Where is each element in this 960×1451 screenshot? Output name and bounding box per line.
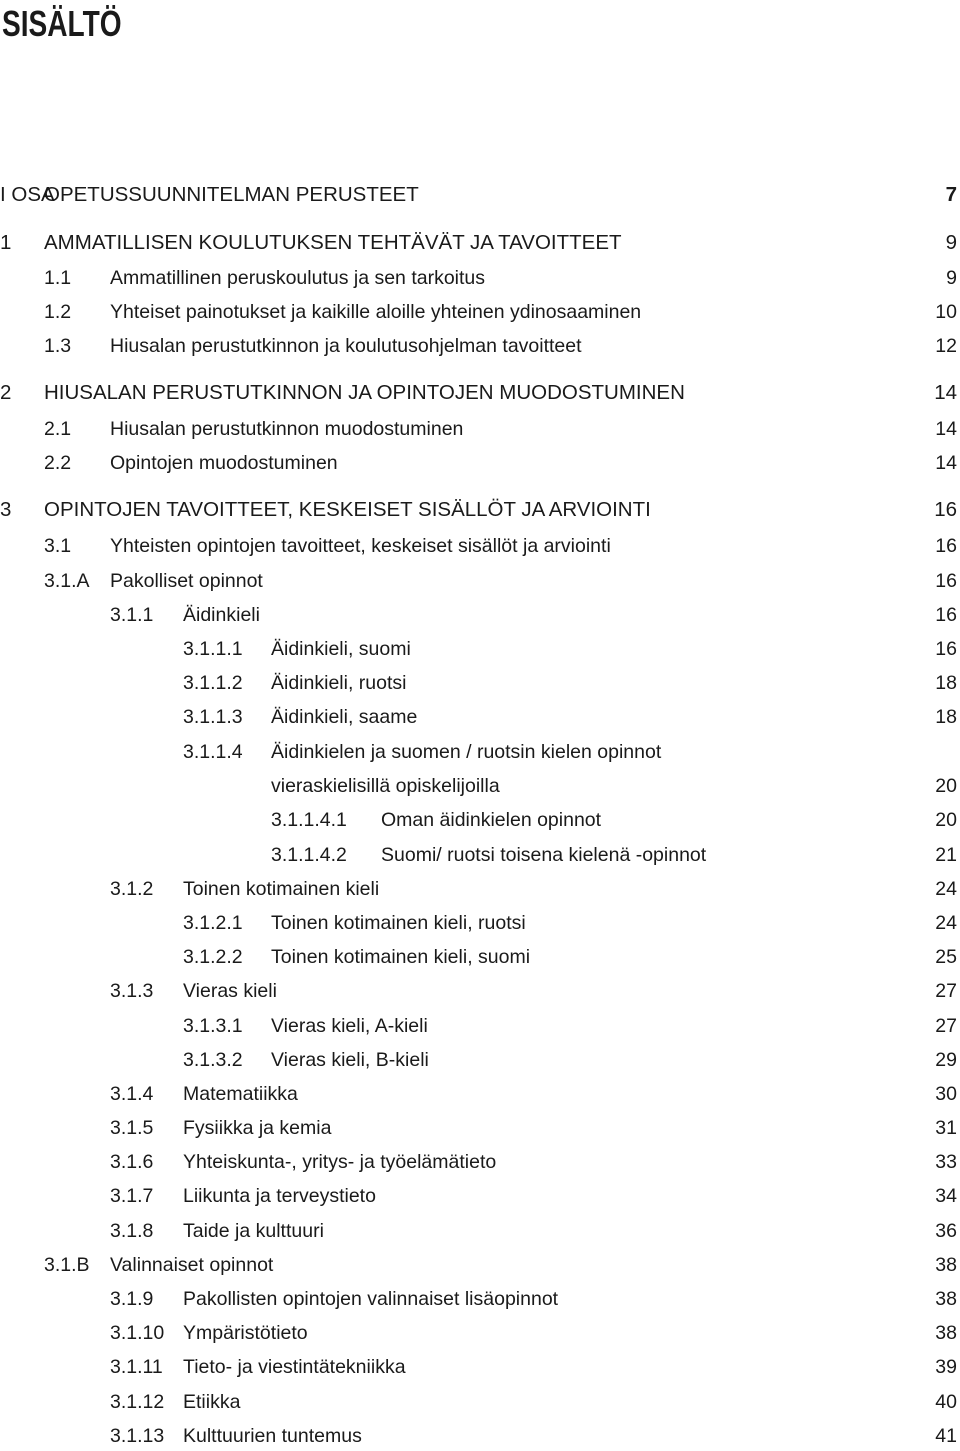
toc-entry-label: Vieras kieli: [183, 980, 277, 1002]
toc-entry-page: 21: [935, 844, 957, 866]
toc-entry-number: 3.1.13: [110, 1425, 165, 1447]
toc-entry: [0, 531, 960, 561]
toc-entry: [0, 1147, 960, 1177]
toc-entry-number: 3.1.3.2: [183, 1049, 243, 1071]
toc-entry-number: 2.2: [44, 452, 72, 474]
toc-entry: [0, 414, 960, 444]
toc-entry-number: I OSA: [0, 183, 55, 206]
toc-entry-number: 3.1.1.1: [183, 638, 243, 660]
toc-entry-number: 3.1.11: [110, 1356, 163, 1378]
page-title: SISÄLTÖ: [2, 3, 122, 44]
toc-entry-label: Matematiikka: [183, 1083, 298, 1105]
toc-entry: [0, 448, 960, 478]
toc-entry-page: 39: [935, 1356, 957, 1378]
toc-entry: [0, 908, 960, 938]
toc-entry-label: Toinen kotimainen kieli, suomi: [271, 946, 531, 968]
toc-entry-page: 25: [935, 946, 957, 968]
toc-entry-page: 16: [935, 570, 957, 592]
toc-entry-label: Taide ja kulttuuri: [183, 1220, 324, 1242]
toc-entry-label: Hiusalan perustutkinnon muodostuminen: [110, 418, 464, 440]
toc-entry: [0, 566, 960, 596]
toc-entry-page: 31: [935, 1117, 957, 1139]
toc-entry: [0, 1045, 960, 1075]
toc-entry-page: 12: [935, 335, 957, 357]
toc-entry-number: 3.1.B: [44, 1254, 90, 1276]
toc-entry-label: AMMATILLISEN KOULUTUKSEN TEHTÄVÄT JA TAVOITTEET: [44, 231, 622, 254]
toc-entry: [0, 1352, 960, 1382]
toc-entry: [0, 771, 960, 801]
toc-entry-label: Yhteisten opintojen tavoitteet, keskeiset sisällöt ja arviointi: [110, 535, 611, 557]
toc-entry-label: Oman äidinkielen opinnot: [381, 809, 602, 831]
toc-entry-number: 3.1.2.2: [183, 946, 243, 968]
toc-entry-label: Pakolliset opinnot: [110, 570, 263, 592]
toc-entry-page: 30: [935, 1083, 957, 1105]
toc-entry-label: Äidinkieli, saame: [271, 706, 418, 728]
toc-entry-number: 3.1.1.4.2: [271, 844, 347, 866]
toc-entry-number: 3.1.4: [110, 1083, 154, 1105]
toc-entry-label: Äidinkieli, ruotsi: [271, 672, 407, 694]
toc-entry: [0, 180, 960, 210]
toc-entry: [0, 263, 960, 293]
toc-entry-label: Opintojen muodostuminen: [110, 452, 338, 474]
toc-entry: [0, 702, 960, 732]
toc-entry-page: 40: [935, 1391, 957, 1413]
toc-entry-number: 3.1.1.4: [183, 741, 243, 763]
toc-entry-page: 16: [935, 638, 957, 660]
toc-entry-page: 20: [935, 809, 957, 831]
toc-entry-page: 27: [935, 1015, 957, 1037]
toc-entry-label: Toinen kotimainen kieli: [183, 878, 380, 900]
toc-entry-label: Tieto- ja viestintätekniikka: [183, 1356, 406, 1378]
toc-entry-page: 14: [934, 381, 957, 404]
toc-entry-label: Ammatillinen peruskoulutus ja sen tarkoitus: [110, 267, 486, 289]
toc-entry: [0, 874, 960, 904]
toc-entry-number: 3.1.12: [110, 1391, 165, 1413]
toc-entry-label: Yhteiskunta-, yritys- ja työelämätieto: [183, 1151, 497, 1173]
toc-entry-label: OPETUSSUUNNITELMAN PERUSTEET: [44, 183, 419, 206]
toc-entry: [0, 495, 960, 525]
toc-entry-page: 9: [945, 231, 957, 254]
toc-entry-label: Valinnaiset opinnot: [110, 1254, 274, 1276]
toc-entry: [0, 378, 960, 408]
toc-entry: [0, 1011, 960, 1041]
toc-entry: [0, 976, 960, 1006]
toc-entry-label: Yhteiset painotukset ja kaikille aloille yhteinen ydinosaaminen: [110, 301, 642, 323]
toc-entry-label: Kulttuurien tuntemus: [183, 1425, 362, 1447]
toc-entry-label: OPINTOJEN TAVOITTEET, KESKEISET SISÄLLÖT JA ARVIOINTI: [44, 498, 651, 521]
toc-entry-label: Toinen kotimainen kieli, ruotsi: [271, 912, 526, 934]
toc-entry: [0, 1250, 960, 1280]
toc-entry-page: 18: [935, 672, 957, 694]
toc-entry: [0, 297, 960, 327]
toc-entry-page: 34: [935, 1185, 957, 1207]
toc-entry-page: 7: [945, 183, 957, 206]
toc-entry: [0, 1387, 960, 1417]
toc-entry-number: 3: [0, 498, 12, 521]
toc-entry-page: 20: [935, 775, 957, 797]
toc-entry-page: 24: [935, 912, 957, 934]
toc-entry-label: Ympäristötieto: [183, 1322, 308, 1344]
toc-entry-label: Fysiikka ja kemia: [183, 1117, 332, 1139]
toc-entry-number: 3.1.3: [110, 980, 154, 1002]
toc-entry-number: 2.1: [44, 418, 72, 440]
toc-entry-page: 16: [935, 535, 957, 557]
toc-entry-number: 3.1.1: [110, 604, 154, 626]
toc-entry-page: 14: [935, 418, 957, 440]
toc-entry-label: Vieras kieli, A-kieli: [271, 1015, 428, 1037]
toc-entry-number: 3.1.9: [110, 1288, 154, 1310]
toc-entry-page: 38: [935, 1322, 957, 1344]
toc-entry-number: 3.1.3.1: [183, 1015, 243, 1037]
toc-entry-page: 38: [935, 1254, 957, 1276]
toc-entry-number: 1: [0, 231, 12, 254]
toc-entry-number: 3.1.5: [110, 1117, 154, 1139]
toc-entry-page: 27: [935, 980, 957, 1002]
toc-entry-page: 9: [946, 267, 957, 289]
toc-entry-page: 29: [935, 1049, 957, 1071]
toc-entry: [0, 1216, 960, 1246]
toc-entry-number: 3.1.2.1: [183, 912, 243, 934]
toc-entry-number: 3.1.8: [110, 1220, 154, 1242]
toc-entry: [0, 840, 960, 870]
toc-entry-number: 1.1: [44, 267, 72, 289]
toc-entry-page: 36: [935, 1220, 957, 1242]
toc-entry: [0, 1284, 960, 1314]
toc-entry-page: 14: [935, 452, 957, 474]
toc-entry: [0, 805, 960, 835]
toc-entry-label: Suomi/ ruotsi toisena kielenä -opinnot: [381, 844, 707, 866]
toc-entry-number: 3.1.10: [110, 1322, 165, 1344]
toc-entry-page: 16: [934, 498, 957, 521]
toc-entry: [0, 737, 960, 767]
toc-entry-page: 16: [935, 604, 957, 626]
toc-entry-label: vieraskielisillä opiskelijoilla: [271, 775, 500, 797]
toc-entry-number: 3.1.6: [110, 1151, 154, 1173]
toc-entry: [0, 228, 960, 258]
toc-entry: [0, 668, 960, 698]
toc-entry-label: Liikunta ja terveystieto: [183, 1185, 376, 1207]
toc-entry-number: 1.3: [44, 335, 72, 357]
toc-entry-number: 3.1.A: [44, 570, 90, 592]
toc-entry: [0, 1181, 960, 1211]
toc-entry-label: Äidinkielen ja suomen / ruotsin kielen opinnot: [271, 741, 662, 763]
toc-entry-number: 3.1.1.3: [183, 706, 243, 728]
toc-entry-number: 3.1: [44, 535, 72, 557]
toc-entry-number: 3.1.2: [110, 878, 154, 900]
toc-entry-number: 3.1.1.2: [183, 672, 243, 694]
toc-entry-label: Hiusalan perustutkinnon ja koulutusohjelman tavoitteet: [110, 335, 582, 357]
toc-entry-page: 24: [935, 878, 957, 900]
toc-entry-label: Äidinkieli: [183, 604, 260, 626]
toc-entry-label: Pakollisten opintojen valinnaiset lisäopinnot: [183, 1288, 559, 1310]
toc-entry: [0, 331, 960, 361]
toc-entry-label: HIUSALAN PERUSTUTKINNON JA OPINTOJEN MUODOSTUMINEN: [44, 381, 685, 404]
toc-entry: [0, 1113, 960, 1143]
toc-entry-label: Etiikka: [183, 1391, 241, 1413]
toc-entry: [0, 600, 960, 630]
toc-entry-page: 18: [935, 706, 957, 728]
toc-entry-page: 41: [935, 1425, 957, 1447]
toc-entry: [0, 634, 960, 664]
toc-entry-number: 1.2: [44, 301, 72, 323]
toc-entry-page: 33: [935, 1151, 957, 1173]
toc-entry-number: 3.1.1.4.1: [271, 809, 347, 831]
toc-entry: [0, 1079, 960, 1109]
toc-entry-page: 10: [935, 301, 957, 323]
toc-entry-number: 3.1.7: [110, 1185, 154, 1207]
toc-entry: [0, 942, 960, 972]
toc-entry-label: Äidinkieli, suomi: [271, 638, 411, 660]
toc-entry-page: 38: [935, 1288, 957, 1310]
toc-entry: [0, 1318, 960, 1348]
toc-entry-number: 2: [0, 381, 12, 404]
toc-entry-label: Vieras kieli, B-kieli: [271, 1049, 429, 1071]
